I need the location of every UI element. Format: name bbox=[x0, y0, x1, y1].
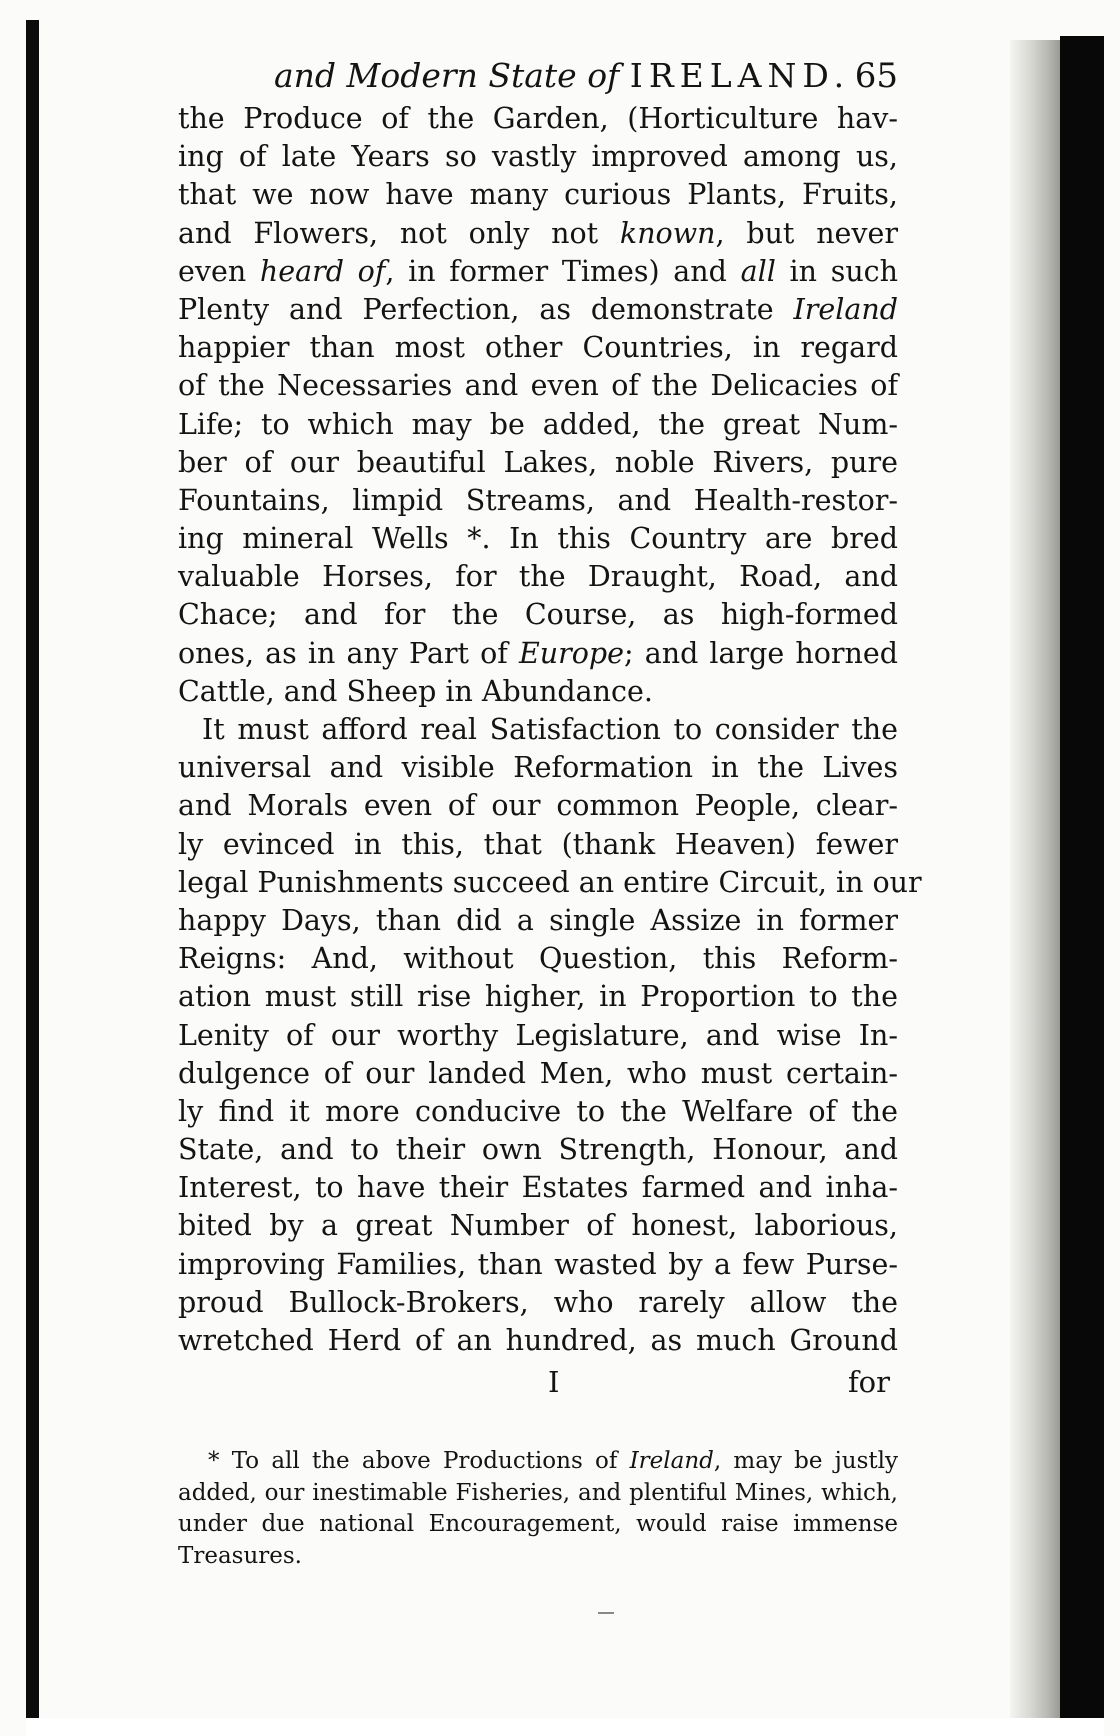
body-line bbox=[178, 1017, 898, 1055]
body-text: ly evinced in this, that (thank Heaven) fewer bbox=[178, 827, 898, 861]
footnote-text: under due national Encouragement, would raise immense bbox=[178, 1511, 898, 1538]
footnote-text: , may be justly bbox=[713, 1448, 899, 1475]
body-italic-text: all bbox=[740, 254, 776, 288]
body-text: happier than most other Countries, in regard bbox=[178, 331, 898, 365]
body-text: Life; to which may be added, the great Num- bbox=[178, 407, 898, 441]
footnote-line bbox=[178, 1541, 898, 1573]
body-line bbox=[178, 1246, 898, 1284]
body-line bbox=[178, 1169, 898, 1207]
body-line bbox=[178, 826, 898, 864]
body-text: even bbox=[178, 254, 260, 288]
body-line bbox=[178, 482, 898, 520]
body-text: happy Days, than did a single Assize in former bbox=[178, 903, 898, 937]
body-line bbox=[178, 253, 898, 291]
catchword-line bbox=[178, 1362, 898, 1402]
page-mark bbox=[598, 1612, 614, 1614]
page-number: 65 bbox=[854, 56, 898, 96]
running-head bbox=[178, 52, 898, 100]
body-line bbox=[178, 291, 898, 329]
body-line bbox=[178, 444, 898, 482]
body-line bbox=[178, 635, 898, 673]
scan-left-edge bbox=[26, 20, 39, 1720]
body-line bbox=[178, 406, 898, 444]
body-italic-text: Europe bbox=[518, 636, 625, 670]
page-gutter-shadow bbox=[1010, 40, 1060, 1720]
body-line bbox=[178, 711, 898, 749]
body-text: the Produce of the Garden, (Horticulture hav- bbox=[178, 102, 898, 135]
body-text: valuable Horses, for the Draught, Road, and bbox=[178, 560, 898, 594]
body-text: Cattle, and Sheep in Abundance. bbox=[178, 674, 653, 708]
body-line bbox=[178, 1093, 898, 1131]
body-text: in such bbox=[775, 254, 898, 288]
body-text: legal Punishments succeed an entire Circuit, in our bbox=[178, 865, 922, 899]
running-head-caps: IRELAND. bbox=[629, 56, 851, 95]
body-text: of the Necessaries and even of the Delicacies of bbox=[178, 369, 898, 403]
scan-right-edge bbox=[1060, 36, 1104, 1720]
scan-bottom-edge bbox=[26, 1718, 1104, 1736]
body-text: , in former Times) and bbox=[385, 254, 741, 288]
body-text: Fountains, limpid Streams, and Health-restor- bbox=[178, 483, 898, 517]
body-line bbox=[178, 100, 898, 138]
body-text: and Flowers, not only not bbox=[178, 216, 620, 250]
text-block bbox=[178, 52, 922, 1572]
body-text: Reigns: And, without Question, this Reform- bbox=[178, 942, 898, 976]
body-text: ber of our beautiful Lakes, noble Rivers, pure bbox=[178, 445, 898, 479]
body-italic-text: known bbox=[619, 216, 716, 250]
body-text: ly find it more conducive to the Welfare of the bbox=[178, 1094, 898, 1128]
body-line bbox=[178, 176, 898, 214]
body-text: universal and visible Reformation in the Lives bbox=[178, 751, 898, 785]
body-text: ones, as in any Part of bbox=[178, 636, 519, 670]
catchword: for bbox=[847, 1365, 890, 1400]
body-text: ing of late Years so vastly improved among us, bbox=[178, 140, 898, 174]
running-head-title bbox=[274, 52, 850, 100]
body-text: It must afford real Satisfaction to consider the bbox=[202, 713, 898, 746]
body-italic-text: Ireland bbox=[793, 292, 898, 326]
body-line bbox=[178, 1322, 898, 1360]
footnote-text: added, our inestimable Fisheries, and plentiful Mines, which, bbox=[178, 1479, 898, 1506]
footnote-line bbox=[178, 1509, 898, 1541]
signature-mark: I bbox=[548, 1365, 560, 1400]
body-line bbox=[178, 749, 898, 787]
footnote-text: Treasures. bbox=[178, 1542, 302, 1569]
body-text: ing mineral Wells *. In this Country are bred bbox=[178, 522, 898, 556]
body-line bbox=[178, 787, 898, 825]
body-line bbox=[178, 215, 898, 253]
footnote-italic-text: Ireland bbox=[629, 1448, 714, 1475]
body-text: that we now have many curious Plants, Fruits, bbox=[178, 178, 898, 212]
body-line bbox=[178, 978, 898, 1016]
body-text bbox=[178, 100, 922, 1360]
body-line bbox=[178, 673, 898, 711]
body-line bbox=[178, 329, 898, 367]
body-line bbox=[178, 596, 898, 634]
footnote bbox=[178, 1446, 898, 1572]
body-line bbox=[178, 1284, 898, 1322]
body-text: dulgence of our landed Men, who must certain- bbox=[178, 1056, 898, 1090]
body-line bbox=[178, 940, 898, 978]
body-text: ; and large horned bbox=[624, 636, 898, 670]
body-line bbox=[178, 558, 898, 596]
body-line bbox=[178, 1055, 898, 1093]
body-text: and Morals even of our common People, clear- bbox=[178, 789, 898, 823]
body-text: Chace; and for the Course, as high-formed bbox=[178, 598, 898, 632]
body-line bbox=[178, 1207, 898, 1245]
body-line bbox=[178, 367, 898, 405]
body-line bbox=[178, 902, 898, 940]
footnote-text: * To all the above Productions of bbox=[208, 1448, 630, 1475]
body-line bbox=[178, 138, 898, 176]
body-line bbox=[178, 864, 922, 902]
footnote-line bbox=[178, 1446, 898, 1478]
body-text: proud Bullock-Brokers, who rarely allow the bbox=[178, 1285, 898, 1319]
body-line bbox=[178, 1131, 898, 1169]
body-text: , but never bbox=[715, 216, 899, 250]
body-text: ation must still rise higher, in Proportion to the bbox=[178, 980, 898, 1014]
body-text: bited by a great Number of honest, laborious, bbox=[178, 1209, 898, 1243]
footnote-line bbox=[178, 1478, 898, 1510]
body-text: wretched Herd of an hundred, as much Ground bbox=[178, 1324, 898, 1357]
running-head-italic: and Modern State of bbox=[274, 56, 620, 95]
body-italic-text: heard of bbox=[259, 254, 386, 288]
body-text: improving Families, than wasted by a few Purse- bbox=[178, 1247, 898, 1281]
body-line bbox=[178, 520, 898, 558]
body-text: Lenity of our worthy Legislature, and wise In- bbox=[178, 1018, 898, 1052]
body-text: Interest, to have their Estates farmed and inha- bbox=[178, 1171, 898, 1205]
body-text: Plenty and Perfection, as demonstrate bbox=[178, 292, 794, 326]
body-text: State, and to their own Strength, Honour, and bbox=[178, 1133, 898, 1167]
